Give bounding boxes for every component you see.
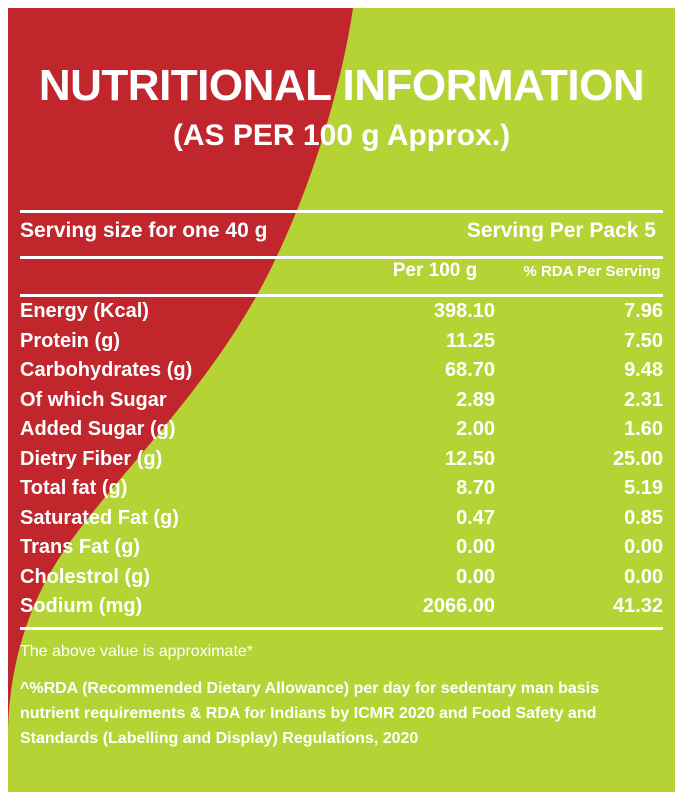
- nutrient-name: Carbohydrates (g): [20, 359, 193, 381]
- nutrient-rda: 25.00: [612, 447, 663, 470]
- nutrient-rda: 7.96: [624, 300, 663, 322]
- table-row: [20, 477, 663, 507]
- nutrient-rda: 9.48: [624, 359, 663, 381]
- nutrient-rda: 5.19: [624, 477, 663, 499]
- table-row: [20, 448, 663, 478]
- table-row: [20, 418, 663, 448]
- nutrient-rda: 0.00: [624, 565, 663, 588]
- nutrient-per-100g: 398.10: [433, 300, 495, 322]
- nutrient-per-100g: 0.00: [456, 565, 495, 588]
- table-row: [20, 566, 663, 596]
- nutrient-rda: 41.32: [612, 595, 663, 617]
- nutrient-name: Energy (Kcal): [20, 300, 149, 322]
- column-header-per-100g: Per 100 g: [392, 260, 478, 281]
- nutrient-name: Cholestrol (g): [20, 565, 150, 588]
- servings-per-pack-label: Serving Per Pack 5: [466, 219, 656, 242]
- nutrient-rda: 7.50: [624, 329, 663, 352]
- table-row: [20, 507, 663, 537]
- serving-size-label: Serving size for one 40 g: [20, 219, 268, 242]
- nutrient-per-100g: 0.47: [456, 506, 495, 529]
- divider-headers: [20, 294, 663, 297]
- footnote-approximate: The above value is approximate*: [20, 643, 254, 660]
- nutrient-per-100g: 12.50: [444, 447, 495, 470]
- nutrient-name: Saturated Fat (g): [20, 506, 179, 529]
- nutrient-rda: 2.31: [624, 388, 663, 411]
- nutrient-rda: 1.60: [624, 418, 663, 440]
- nutrient-name: Sodium (mg): [20, 595, 143, 617]
- nutrient-per-100g: 68.70: [444, 359, 495, 381]
- nutrient-per-100g: 8.70: [456, 477, 495, 499]
- nutrient-name: Protein (g): [20, 329, 120, 352]
- footnote-rda: ^%RDA (Recommended Dietary Allowance) per day for sedentary man basis nutrient requirements & RDA for Indians by ICMR 2020 and Food Safety and Standards (Labelling and Display) Regulations, 2020: [20, 680, 599, 747]
- table-row: [20, 300, 663, 330]
- column-header-rda: % RDA Per Serving: [523, 263, 661, 280]
- nutrient-name: Dietry Fiber (g): [20, 447, 163, 470]
- divider-footer: [20, 627, 663, 630]
- nutrient-per-100g: 0.00: [456, 536, 495, 558]
- page-title: NUTRITIONAL INFORMATION: [38, 61, 645, 110]
- table-row: [20, 536, 663, 566]
- nutrient-rda: 0.85: [624, 506, 663, 529]
- table-column-headers: [20, 260, 663, 292]
- serving-info-row: [20, 219, 663, 253]
- page-subtitle: (AS PER 100 g Approx.): [172, 119, 511, 152]
- nutrient-name: Total fat (g): [20, 477, 128, 499]
- divider-top: [20, 210, 663, 213]
- label-title-block: [0, 62, 683, 156]
- nutrient-per-100g: 2.89: [456, 388, 495, 411]
- nutrient-per-100g: 2066.00: [422, 595, 495, 617]
- table-row: [20, 330, 663, 360]
- nutrient-rda: 0.00: [624, 536, 663, 558]
- table-row: [20, 359, 663, 389]
- nutrient-name: Added Sugar (g): [20, 418, 176, 440]
- nutrient-per-100g: 2.00: [456, 418, 495, 440]
- nutrient-per-100g: 11.25: [446, 329, 495, 352]
- nutrition-table: [20, 300, 663, 625]
- nutrient-name: Of which Sugar: [20, 388, 167, 411]
- table-row: [20, 595, 663, 625]
- table-row: [20, 389, 663, 419]
- nutrient-name: Trans Fat (g): [20, 536, 141, 558]
- divider-serving: [20, 256, 663, 259]
